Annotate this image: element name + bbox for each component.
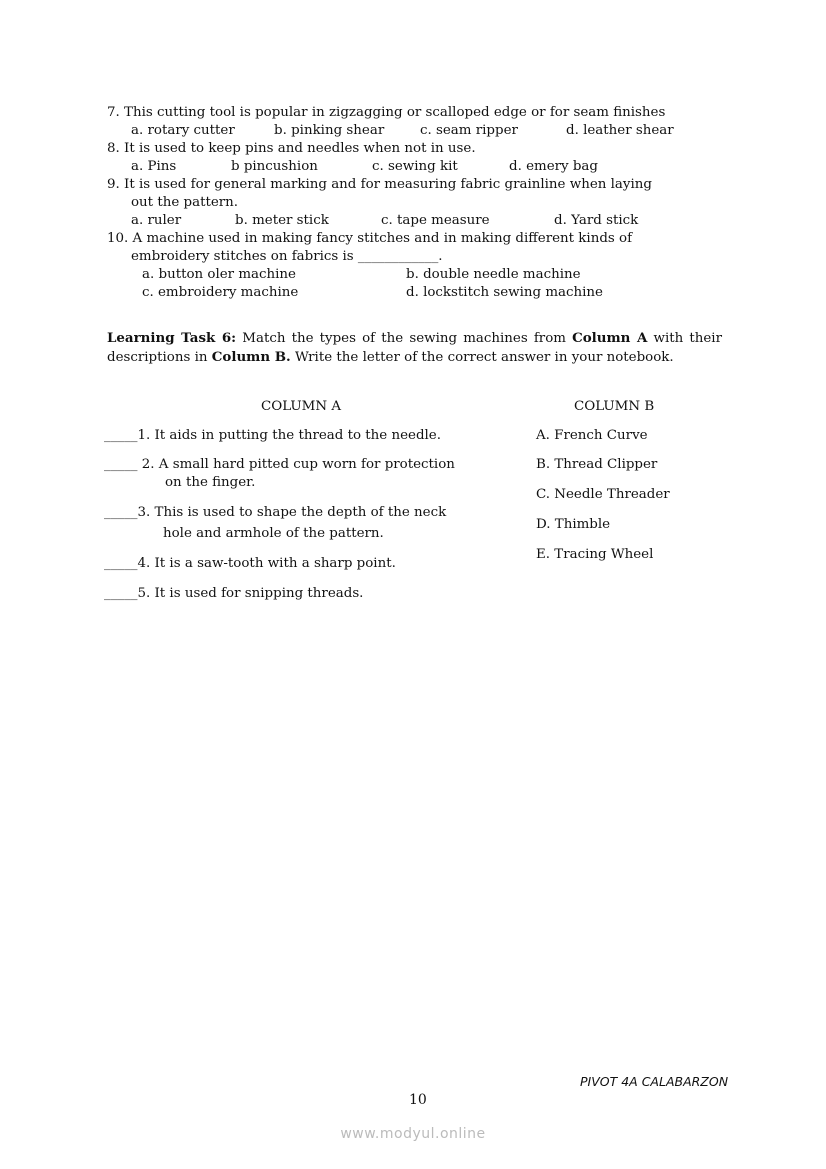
- question-7: 7. This cutting tool is popular in zigzagging or scalloped edge or for seam finishes: [107, 105, 666, 120]
- column-a-item: _____3. This is used to shape the depth of the neck: [104, 505, 447, 520]
- option: b. pinking shear: [274, 123, 385, 138]
- column-b-item: D. Thimble: [536, 517, 611, 532]
- option: a. Pins: [131, 159, 177, 174]
- task-instructions: Learning Task 6: Match the types of the sewing machines from Column A with their descriptions in Column B. Write the letter of the correct answer in your notebook.: [107, 330, 722, 365]
- option: c. sewing kit: [372, 159, 458, 174]
- option: b. meter stick: [235, 213, 329, 228]
- column-a-item: _____ 2. A small hard pitted cup worn for protection: [104, 457, 455, 472]
- column-a-header: COLUMN A: [261, 399, 342, 414]
- column-b-item: E. Tracing Wheel: [536, 547, 654, 562]
- option: a. rotary cutter: [131, 123, 235, 138]
- column-b-item: C. Needle Threader: [536, 487, 670, 502]
- option: b pincushion: [231, 159, 318, 174]
- column-b-item: B. Thread Clipper: [536, 457, 658, 472]
- footer-brand: PIVOT 4A CALABARZON: [580, 1074, 729, 1089]
- column-a-item-cont: hole and armhole of the pattern.: [163, 526, 384, 541]
- task-label: Learning Task 6:: [107, 330, 237, 346]
- option: c. embroidery machine: [142, 285, 299, 300]
- watermark: www.modyul.online: [340, 1126, 486, 1142]
- question-9: 9. It is used for general marking and for measuring fabric grainline when laying: [107, 177, 652, 192]
- question-10-cont: embroidery stitches on fabrics is ____________.: [131, 249, 443, 264]
- option: d. emery bag: [509, 159, 598, 174]
- option: c. tape measure: [381, 213, 490, 228]
- option: d. lockstitch sewing machine: [406, 285, 603, 300]
- column-b-header: COLUMN B: [574, 399, 655, 414]
- column-a-item: _____1. It aids in putting the thread to the needle.: [104, 428, 441, 443]
- option: d. Yard stick: [554, 213, 639, 228]
- question-8: 8. It is used to keep pins and needles when not in use.: [107, 141, 476, 156]
- column-a-item-cont: on the finger.: [165, 475, 256, 490]
- question-10: 10. A machine used in making fancy stitches and in making different kinds of: [107, 231, 633, 246]
- column-a-item: _____4. It is a saw-tooth with a sharp point.: [104, 556, 396, 571]
- column-a-item: _____5. It is used for snipping threads.: [104, 586, 364, 601]
- option: d. leather shear: [566, 123, 674, 138]
- option: a. ruler: [131, 213, 182, 228]
- option: a. button oler machine: [142, 267, 296, 282]
- page-number: 10: [409, 1092, 427, 1108]
- question-9-cont: out the pattern.: [131, 195, 239, 210]
- option: c. seam ripper: [420, 123, 518, 138]
- column-b-item: A. French Curve: [536, 428, 648, 443]
- option: b. double needle machine: [406, 267, 581, 282]
